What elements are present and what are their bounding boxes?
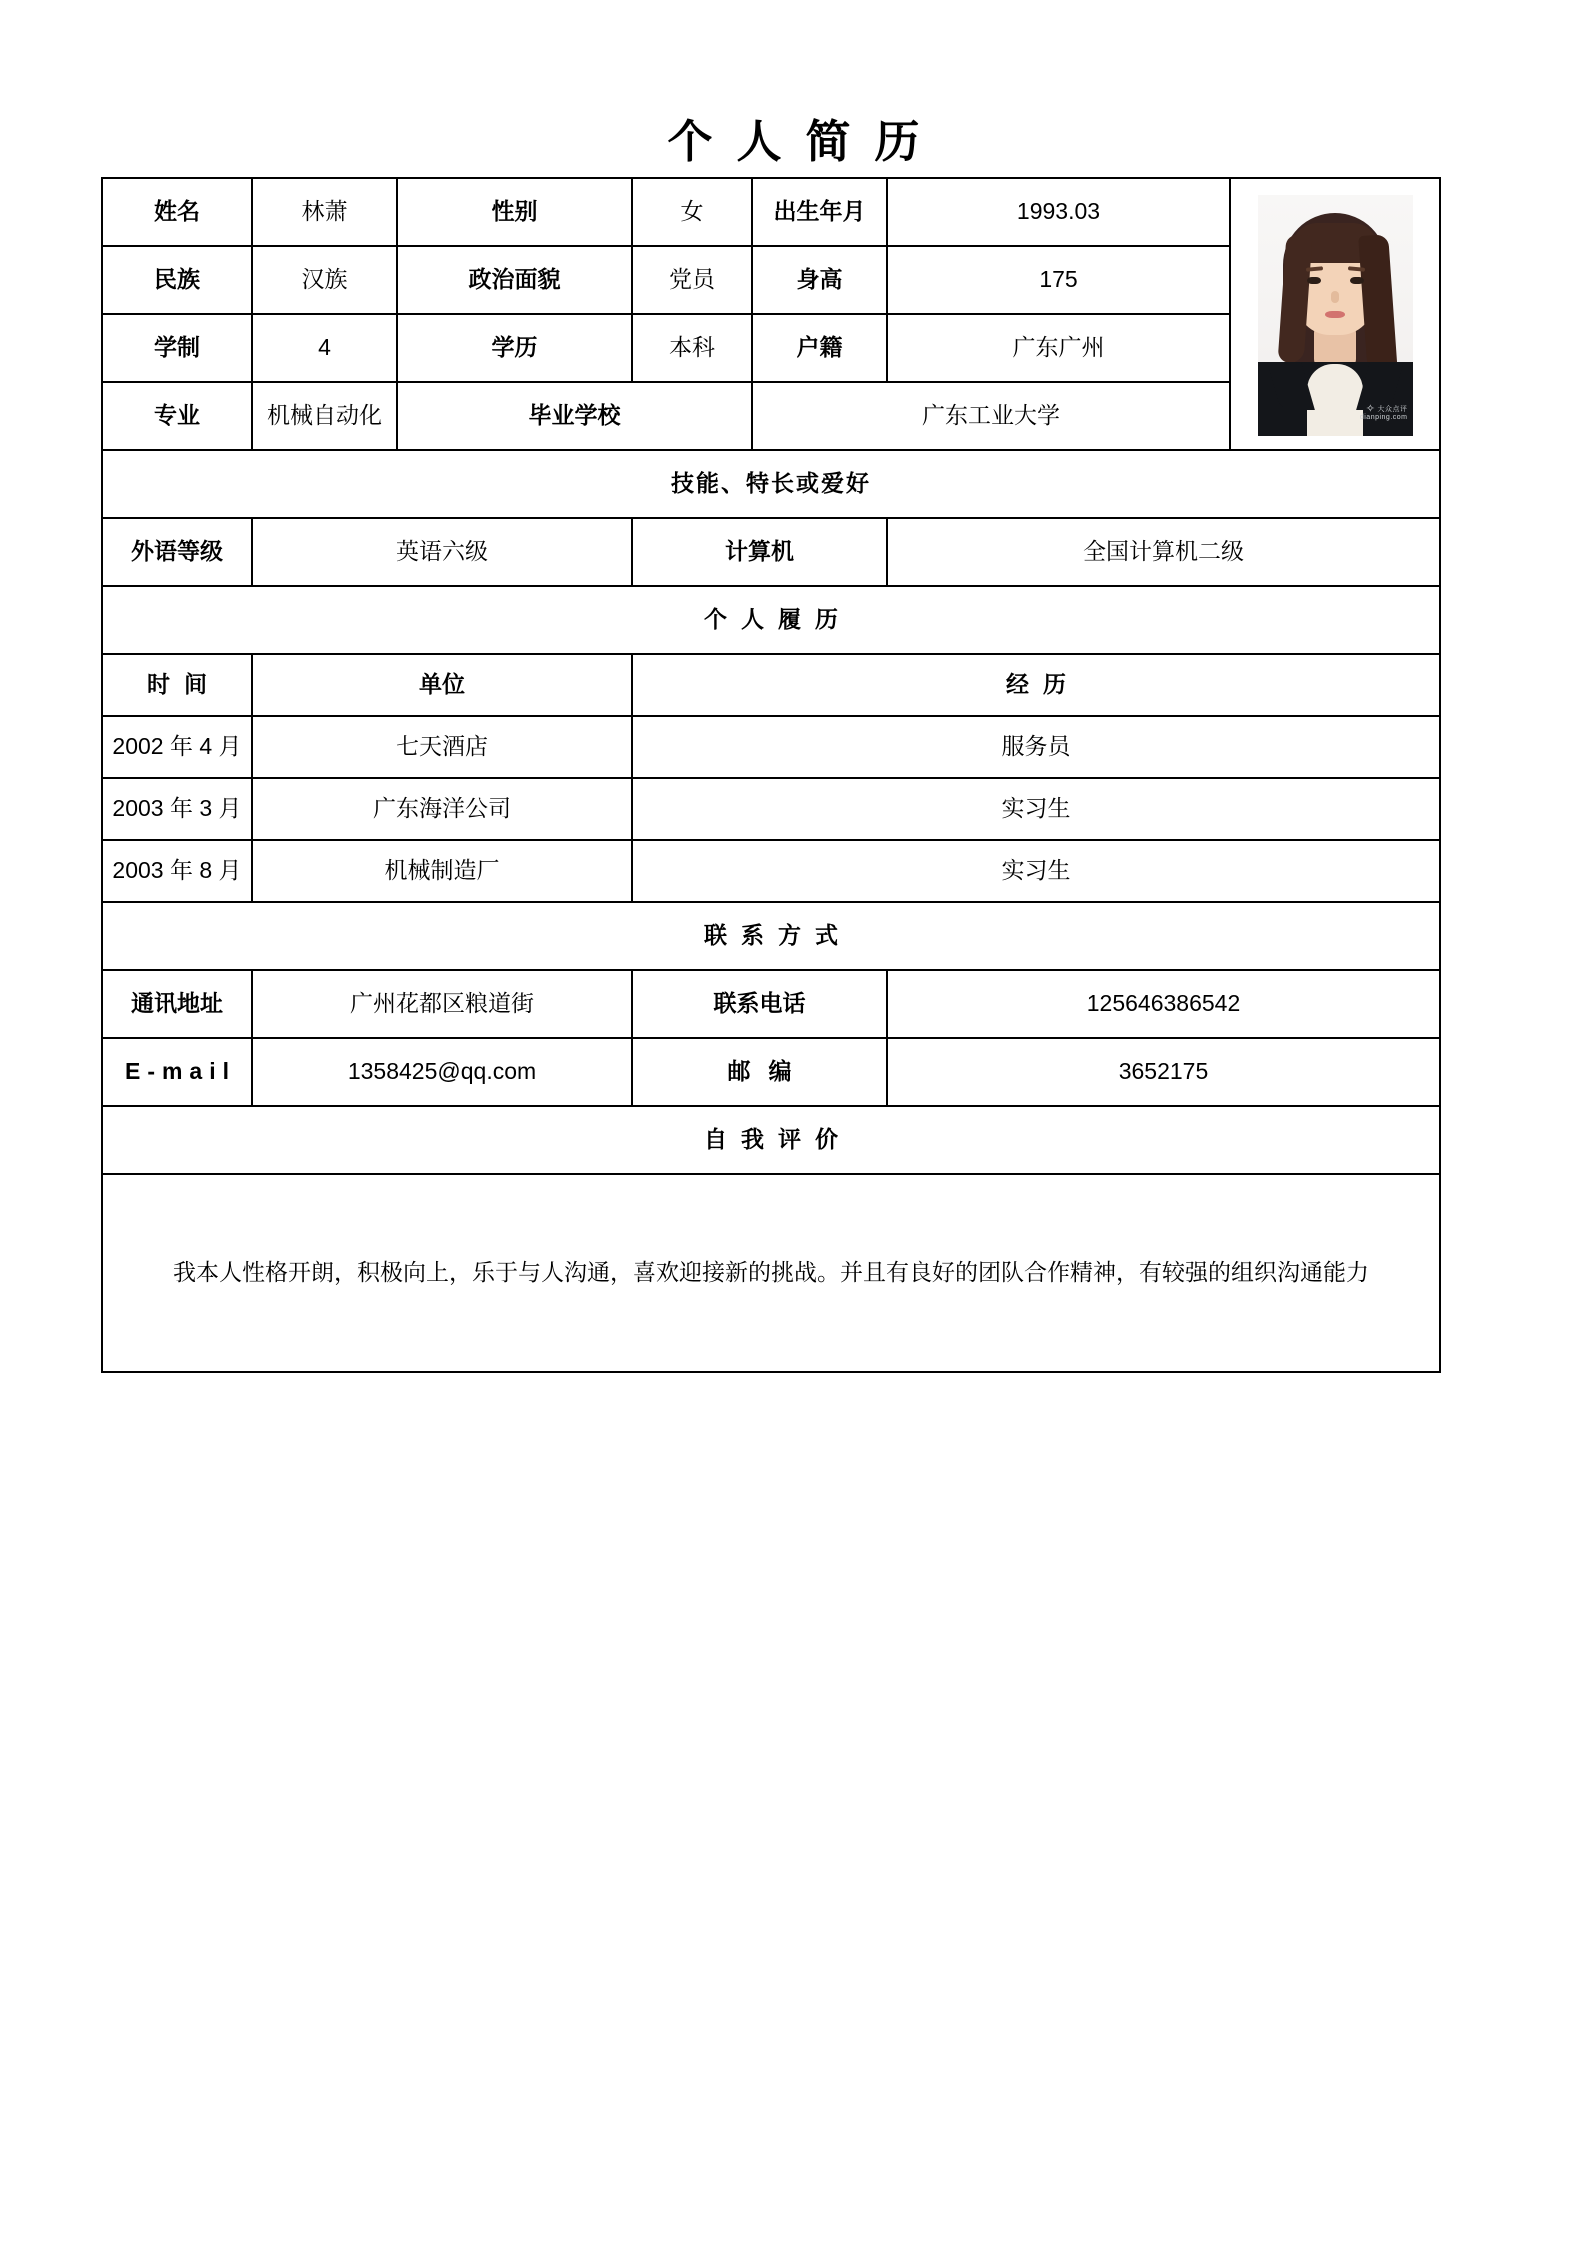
residence-label: 户籍 <box>752 314 887 382</box>
photo-eyebrow-left <box>1305 266 1322 271</box>
school-value: 广东工业大学 <box>752 382 1230 450</box>
phone-label: 联系电话 <box>632 970 887 1038</box>
table-row <box>102 716 1440 778</box>
resume-table <box>101 177 1441 1373</box>
ethnicity-label: 民族 <box>102 246 252 314</box>
experience-unit: 七天酒店 <box>252 716 632 778</box>
evaluation-section-title: 自我评价 <box>102 1106 1440 1174</box>
schooling-length-label: 学制 <box>102 314 252 382</box>
experience-time: 2003 年 3 月 <box>102 778 252 840</box>
phone-value: 125646386542 <box>887 970 1440 1038</box>
computer-label: 计算机 <box>632 518 887 586</box>
email-label: E-mail <box>102 1038 252 1106</box>
photo-mouth <box>1325 311 1345 318</box>
gender-label: 性别 <box>397 178 632 246</box>
political-status-label: 政治面貌 <box>397 246 632 314</box>
photo-watermark <box>1359 402 1408 422</box>
table-row <box>102 970 1440 1038</box>
experience-col-time: 时间 <box>102 654 252 716</box>
language-level-value: 英语六级 <box>252 518 632 586</box>
gender-value: 女 <box>632 178 752 246</box>
birth-label: 出生年月 <box>752 178 887 246</box>
education-label: 学历 <box>397 314 632 382</box>
contact-section-title: 联系方式 <box>102 902 1440 970</box>
photo-cell <box>1230 178 1440 450</box>
table-row <box>102 1106 1440 1174</box>
watermark-line-1: 大众点评 <box>1377 405 1408 413</box>
table-row <box>102 586 1440 654</box>
watermark-logo-icon: ✧ <box>1365 402 1376 415</box>
experience-col-unit: 单位 <box>252 654 632 716</box>
experience-time: 2003 年 8 月 <box>102 840 252 902</box>
address-value: 广州花都区粮道街 <box>252 970 632 1038</box>
computer-value: 全国计算机二级 <box>887 518 1440 586</box>
page-title: 个人简历 <box>667 116 944 167</box>
zip-label: 邮编 <box>632 1038 887 1106</box>
zip-value: 3652175 <box>887 1038 1440 1106</box>
table-row <box>102 654 1440 716</box>
language-level-label: 外语等级 <box>102 518 252 586</box>
political-status-value: 党员 <box>632 246 752 314</box>
experience-unit: 机械制造厂 <box>252 840 632 902</box>
school-label: 毕业学校 <box>397 382 752 450</box>
photo-eye-right <box>1350 277 1364 284</box>
skills-section-title: 技能、特长或爱好 <box>102 450 1440 518</box>
experience-section-title: 个人履历 <box>102 586 1440 654</box>
birth-value: 1993.03 <box>887 178 1230 246</box>
photo-eyebrow-right <box>1347 266 1364 271</box>
experience-role: 实习生 <box>632 778 1440 840</box>
evaluation-body: 我本人性格开朗，积极向上，乐于与人沟通，喜欢迎接新的挑战。并且有良好的团队合作精神，有较强的组织沟通能力 <box>102 1174 1440 1372</box>
education-value: 本科 <box>632 314 752 382</box>
height-value: 175 <box>887 246 1230 314</box>
table-row <box>102 1038 1440 1106</box>
photo-shirt <box>1307 364 1363 436</box>
photo-eye-left <box>1307 277 1321 284</box>
name-value: 林萧 <box>252 178 397 246</box>
experience-unit: 广东海洋公司 <box>252 778 632 840</box>
name-label: 姓名 <box>102 178 252 246</box>
table-row <box>102 778 1440 840</box>
table-row <box>102 178 1440 246</box>
table-row <box>102 902 1440 970</box>
table-row <box>102 840 1440 902</box>
height-label: 身高 <box>752 246 887 314</box>
ethnicity-value: 汉族 <box>252 246 397 314</box>
photo-nose <box>1331 291 1339 303</box>
table-row <box>102 450 1440 518</box>
avatar <box>1258 195 1413 436</box>
table-row <box>102 518 1440 586</box>
address-label: 通讯地址 <box>102 970 252 1038</box>
experience-role: 服务员 <box>632 716 1440 778</box>
experience-time: 2002 年 4 月 <box>102 716 252 778</box>
major-label: 专业 <box>102 382 252 450</box>
experience-col-exp: 经历 <box>632 654 1440 716</box>
residence-value: 广东广州 <box>887 314 1230 382</box>
email-value: 1358425@qq.com <box>252 1038 632 1106</box>
schooling-length-value: 4 <box>252 314 397 382</box>
table-row <box>102 1174 1440 1372</box>
major-value: 机械自动化 <box>252 382 397 450</box>
watermark-line-2: dianping.com <box>1359 413 1408 421</box>
experience-role: 实习生 <box>632 840 1440 902</box>
